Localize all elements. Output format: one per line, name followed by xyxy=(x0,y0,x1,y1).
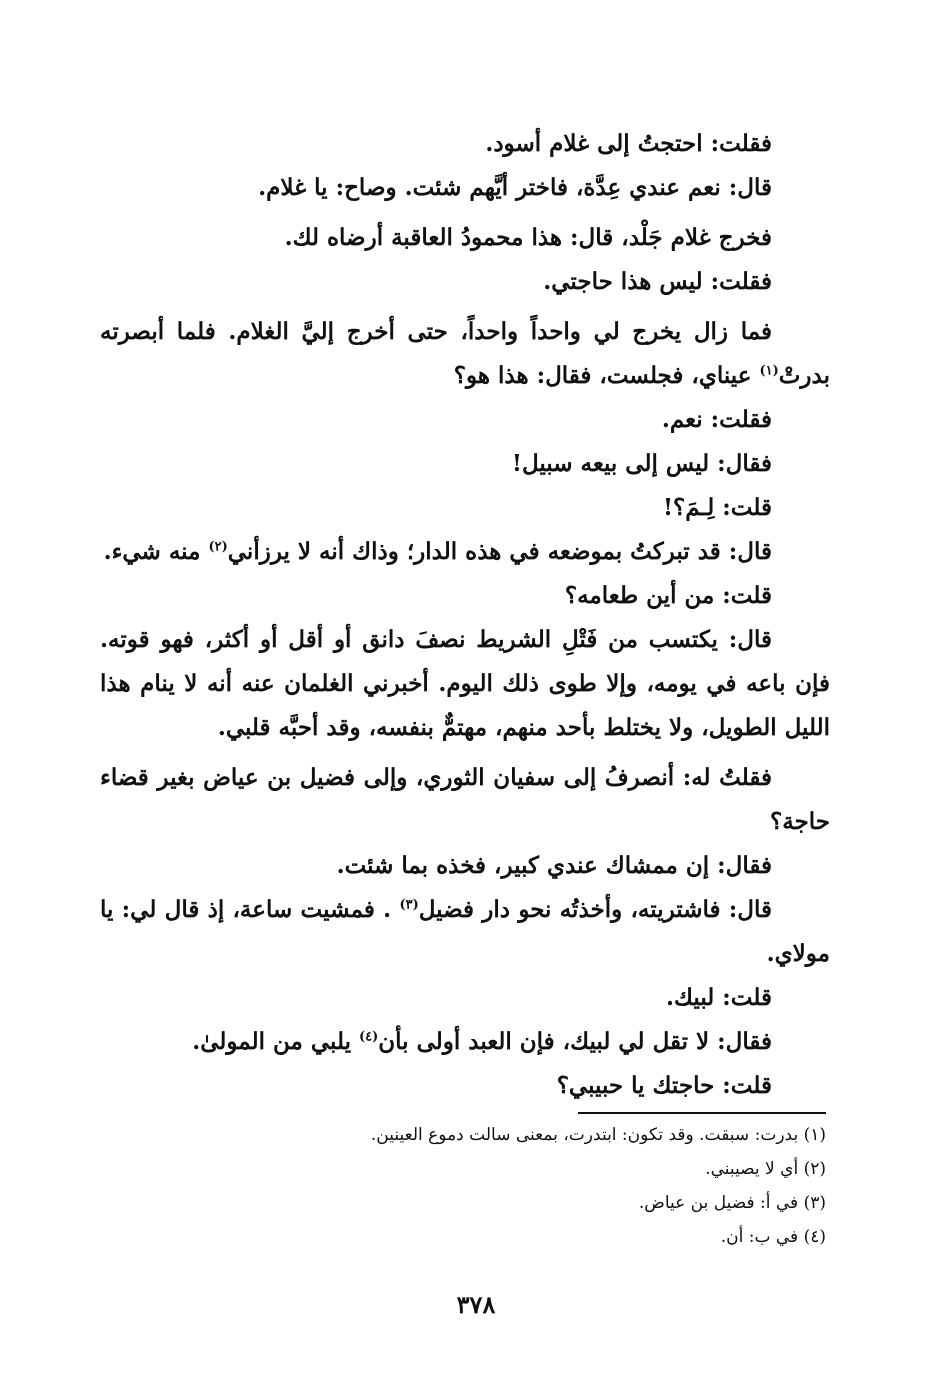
paragraph xyxy=(100,310,830,398)
footnote-ref: (٤) xyxy=(358,1029,379,1045)
footnote-ref: (١) xyxy=(759,363,779,379)
text-line: قلت: حاجتك يا حبيبي؟ xyxy=(556,1072,772,1099)
paragraph xyxy=(100,888,830,976)
paragraph: قال: يكتسب من فَتْلِ الشريط نصفَ دانق أو أقل أو أكثر، فهو قوته. فإن باعه في يومه، وإلا طوى ذلك اليوم. أخبرني الغلمان عنه أنه لا ينام هذا الليل الطويل، ولا يختلط بأحد منهم، مهتمٌّ بنفسه، وقد أحبَّه قلبي. xyxy=(100,626,830,741)
text-span: . فمشيت ساعة، إذ قال لي: يا مولاي. xyxy=(100,896,830,967)
footnote-ref: (٢) xyxy=(208,539,228,555)
text-line: فقلت: ليس هذا حاجتي. xyxy=(543,268,772,295)
footnotes xyxy=(120,1118,826,1254)
footnote-ref: (٣) xyxy=(399,897,419,913)
text-line: قلت: لبيك. xyxy=(666,984,772,1011)
footnote-divider xyxy=(578,1112,826,1114)
text-span: فقال: لا تقل لي لبيك، فإن العبد أولى بأن xyxy=(378,1028,772,1055)
text-line: قلت: لِـمَ؟! xyxy=(662,494,772,521)
text-span: يلبي من المولىٰ. xyxy=(192,1028,351,1055)
page-number: ٣٧٨ xyxy=(456,1290,496,1319)
paragraph xyxy=(100,1020,830,1064)
text-span: فما زال يخرج لي واحداً واحداً، حتى أخرج إليَّ الغلام. فلما أبصرته بدرتْ xyxy=(100,318,830,389)
text-line: قلت: من أين طعامه؟ xyxy=(564,582,772,609)
paragraph xyxy=(100,530,830,574)
text-line: فقلت: نعم. xyxy=(661,406,772,433)
text-span: عيناي، فجلست، فقال: هذا هو؟ xyxy=(453,362,752,389)
text-line: قال: نعم عندي عِدَّة، فاختر أيَّهم شئت. وصاح: يا غلام. xyxy=(258,174,772,201)
text-line: فقال: ليس إلى بيعه سبيل! xyxy=(511,450,772,477)
text-span: قال: قد تبركتُ بموضعه في هذه الدار؛ وذاك أنه لا يرزأني xyxy=(227,538,772,565)
footnote: (٣) في أ: فضيل بن عياض. xyxy=(638,1193,826,1213)
footnote: (٢) أي لا يصيبني. xyxy=(705,1159,826,1179)
footnote: (١) بدرت: سبقت. وقد تكون: ابتدرت، بمعنى سالت دموع العينين. xyxy=(370,1125,826,1145)
footnote: (٤) في ب: أن. xyxy=(720,1227,826,1247)
text-line: فقال: إن ممشاك عندي كبير، فخذه بما شئت. xyxy=(336,852,772,879)
main-text xyxy=(100,122,830,1108)
text-span: قال: فاشتريته، وأخذتُه نحو دار فضيل xyxy=(418,896,772,923)
text-line: فخرج غلام جَلْد، قال: هذا محمودُ العاقبة أرضاه لك. xyxy=(284,224,772,251)
text-line: فقلت: احتجتُ إلى غلام أسود. xyxy=(485,130,772,157)
paragraph: فقلتُ له: أنصرفُ إلى سفيان الثوري، وإلى فضيل بن عياض بغير قضاء حاجة؟ xyxy=(100,764,830,835)
text-span: منه شيء. xyxy=(103,538,201,565)
